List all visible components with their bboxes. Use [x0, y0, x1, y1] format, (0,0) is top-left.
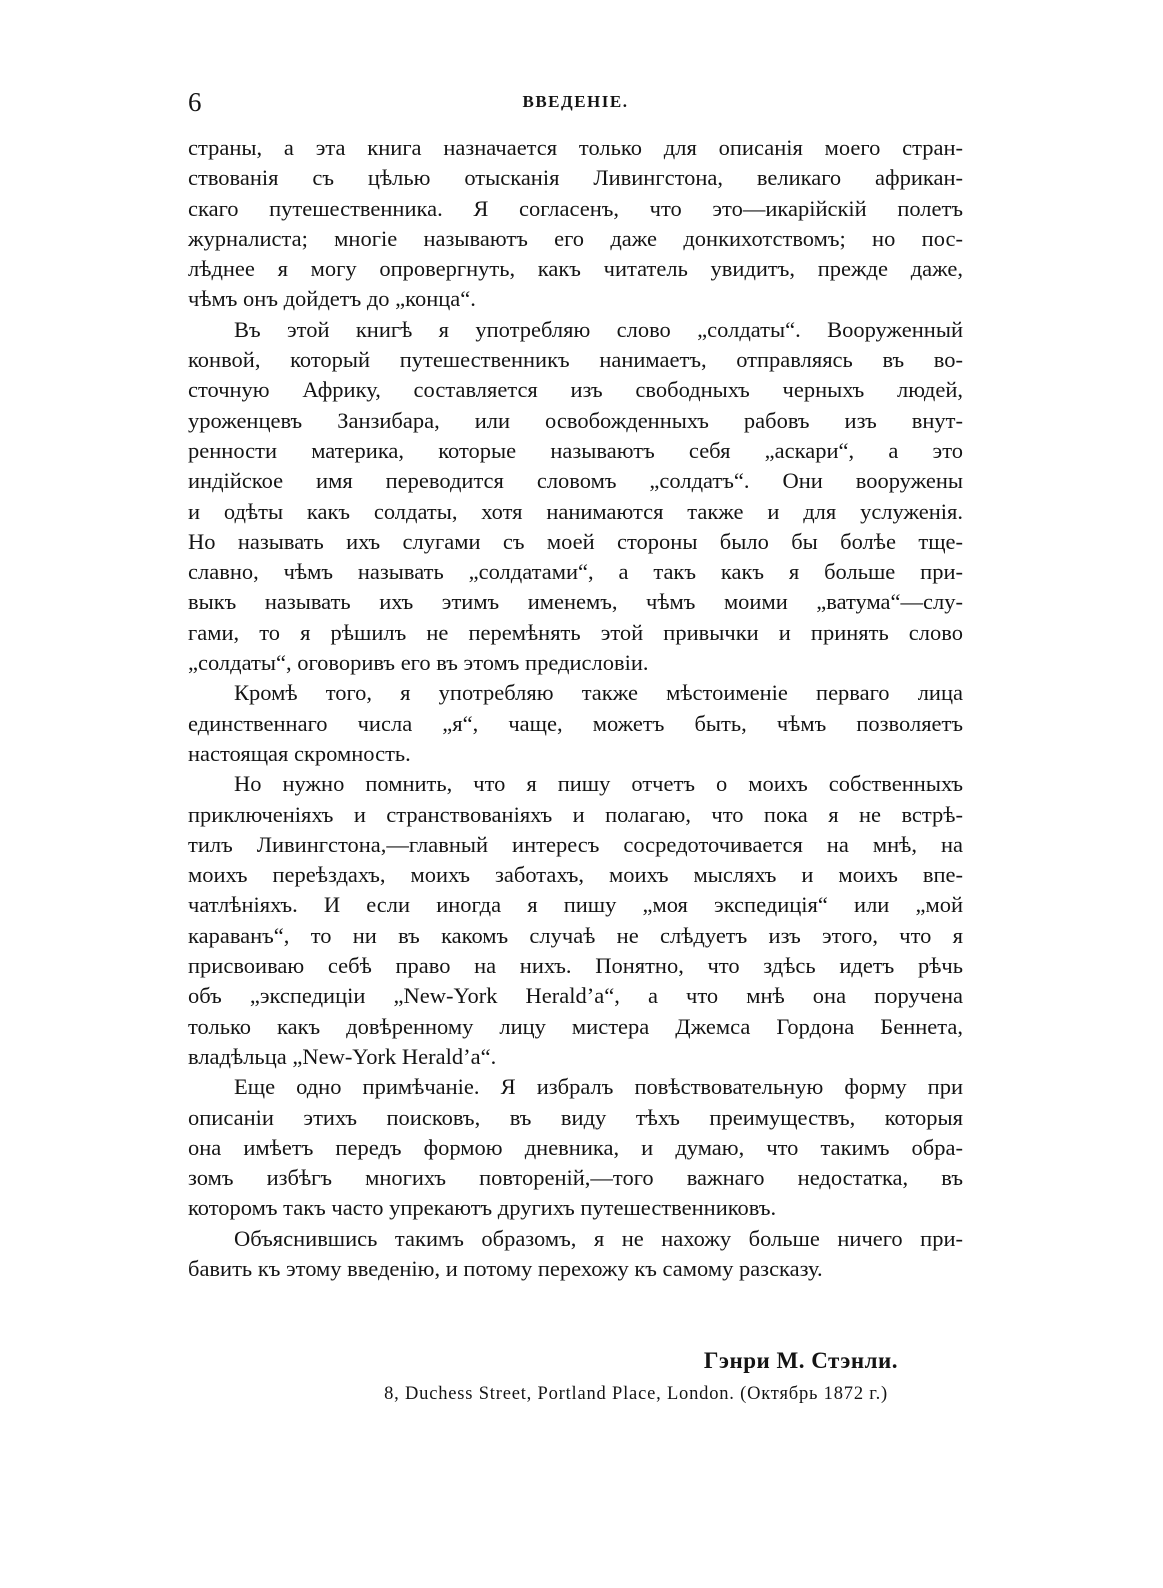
text-line: только какъ довѣренному лицу мистера Джемса Гордона Беннета,	[188, 1013, 963, 1039]
paragraph	[188, 1224, 963, 1285]
paragraph	[188, 315, 963, 679]
text-line: чѣмъ онъ дойдетъ до „конца“.	[188, 286, 476, 312]
paragraph	[188, 133, 963, 315]
text-line: чатлѣніяхъ. И если иногда я пишу „моя экспедиція“ или „мой	[188, 892, 963, 918]
text-line: Кромѣ того, я употребляю также мѣстоименіе перваго лица	[234, 680, 963, 706]
author-signature: Гэнри М. Стэнли.	[703, 1348, 898, 1373]
text-line: зомъ избѣгъ многихъ повтореній,—того важнаго недостатка, въ	[188, 1165, 963, 1191]
text-line: индійское имя переводится словомъ „солдатъ“. Они вооружены	[188, 468, 963, 494]
text-line: славно, чѣмъ называть „солдатами“, а такъ какъ я больше при-	[188, 559, 963, 585]
text-line: журналиста; многіе называютъ его даже донкихотствомъ; но пос-	[188, 225, 963, 251]
text-line: лѣднее я могу опровергнуть, какъ читатель увидитъ, прежде даже,	[188, 256, 963, 282]
text-line: описаніи этихъ поисковъ, въ виду тѣхъ преимуществъ, которыя	[188, 1104, 963, 1130]
text-line: единственнаго числа „я“, чаще, можетъ быть, чѣмъ позволяетъ	[188, 710, 963, 736]
text-line: объ „экспедиціи „New-York Herald’a“, а что мнѣ она поручена	[188, 983, 963, 1009]
text-line: страны, а эта книга назначается только для описанія моего стран-	[188, 135, 963, 160]
text-line: тилъ Ливингстона,—главный интересъ сосредоточивается на мнѣ, на	[188, 831, 963, 857]
text-line: конвой, который путешественникъ нанимаетъ, отправляясь въ во-	[188, 347, 963, 373]
text-line: Но называть ихъ слугами съ моей стороны было бы болѣе тще-	[188, 528, 963, 554]
running-title: ВВЕДЕНІЕ.	[522, 92, 629, 111]
page-number: 6	[188, 87, 202, 117]
text-line: владѣльца „New-York Herald’a“.	[188, 1043, 497, 1069]
paragraph	[188, 1072, 963, 1223]
text-line: гами, то я рѣшилъ не перемѣнять этой привычки и принять слово	[188, 619, 963, 645]
body-text	[188, 133, 963, 1284]
paragraph	[188, 769, 963, 1072]
paragraph	[188, 678, 963, 769]
text-line: выкъ называть ихъ этимъ именемъ, чѣмъ моими „ватума“—слу-	[188, 589, 963, 615]
text-line: ствованія съ цѣлью отысканія Ливингстона, великаго африкан-	[188, 165, 963, 191]
author-address: 8, Duchess Street, Portland Place, London. (Октябрь 1872 г.)	[384, 1384, 888, 1404]
text-line: приключеніяхъ и странствованіяхъ и полагаю, что пока я не встрѣ-	[188, 801, 963, 827]
text-line: сточную Африку, составляется изъ свободныхъ черныхъ людей,	[188, 377, 963, 403]
text-line: уроженцевъ Занзибара, или освобожденныхъ рабовъ изъ внут-	[188, 407, 963, 433]
text-line: караванъ“, то ни въ какомъ случаѣ не слѣдуетъ изъ этого, что я	[188, 922, 963, 948]
text-line: ренности материка, которые называютъ себя „аскари“, а это	[188, 437, 963, 463]
text-line: Но нужно помнить, что я пишу отчетъ о моихъ собственныхъ	[234, 771, 963, 797]
text-line: „солдаты“, оговоривъ его въ этомъ предисловіи.	[188, 650, 649, 676]
text-line: Еще одно примѣчаніе. Я избралъ повѣствовательную форму при	[234, 1074, 963, 1100]
text-line: присвоиваю себѣ право на нихъ. Понятно, что здѣсь идетъ рѣчь	[188, 953, 963, 979]
page-header	[188, 86, 963, 118]
text-line: и одѣты какъ солдаты, хотя нанимаются также и для услуженія.	[188, 498, 963, 524]
text-line: настоящая скромность.	[188, 740, 411, 766]
text-line: она имѣетъ передъ формою дневника, и думаю, что такимъ обра-	[188, 1134, 963, 1160]
text-line: которомъ такъ часто упрекаютъ другихъ путешественниковъ.	[188, 1195, 777, 1221]
text-line: моихъ переѣздахъ, моихъ заботахъ, моихъ мысляхъ и моихъ впе-	[188, 862, 963, 888]
text-line: скаго путешественника. Я согласенъ, что это—икарійскій полетъ	[188, 195, 963, 221]
text-line: Въ этой книгѣ я употребляю слово „солдаты“. Вооруженный	[234, 316, 963, 342]
text-line: бавить къ этому введенію, и потому перехожу къ самому разсказу.	[188, 1255, 823, 1281]
text-line: Объяснившись такимъ образомъ, я не нахожу больше ничего при-	[234, 1225, 963, 1251]
